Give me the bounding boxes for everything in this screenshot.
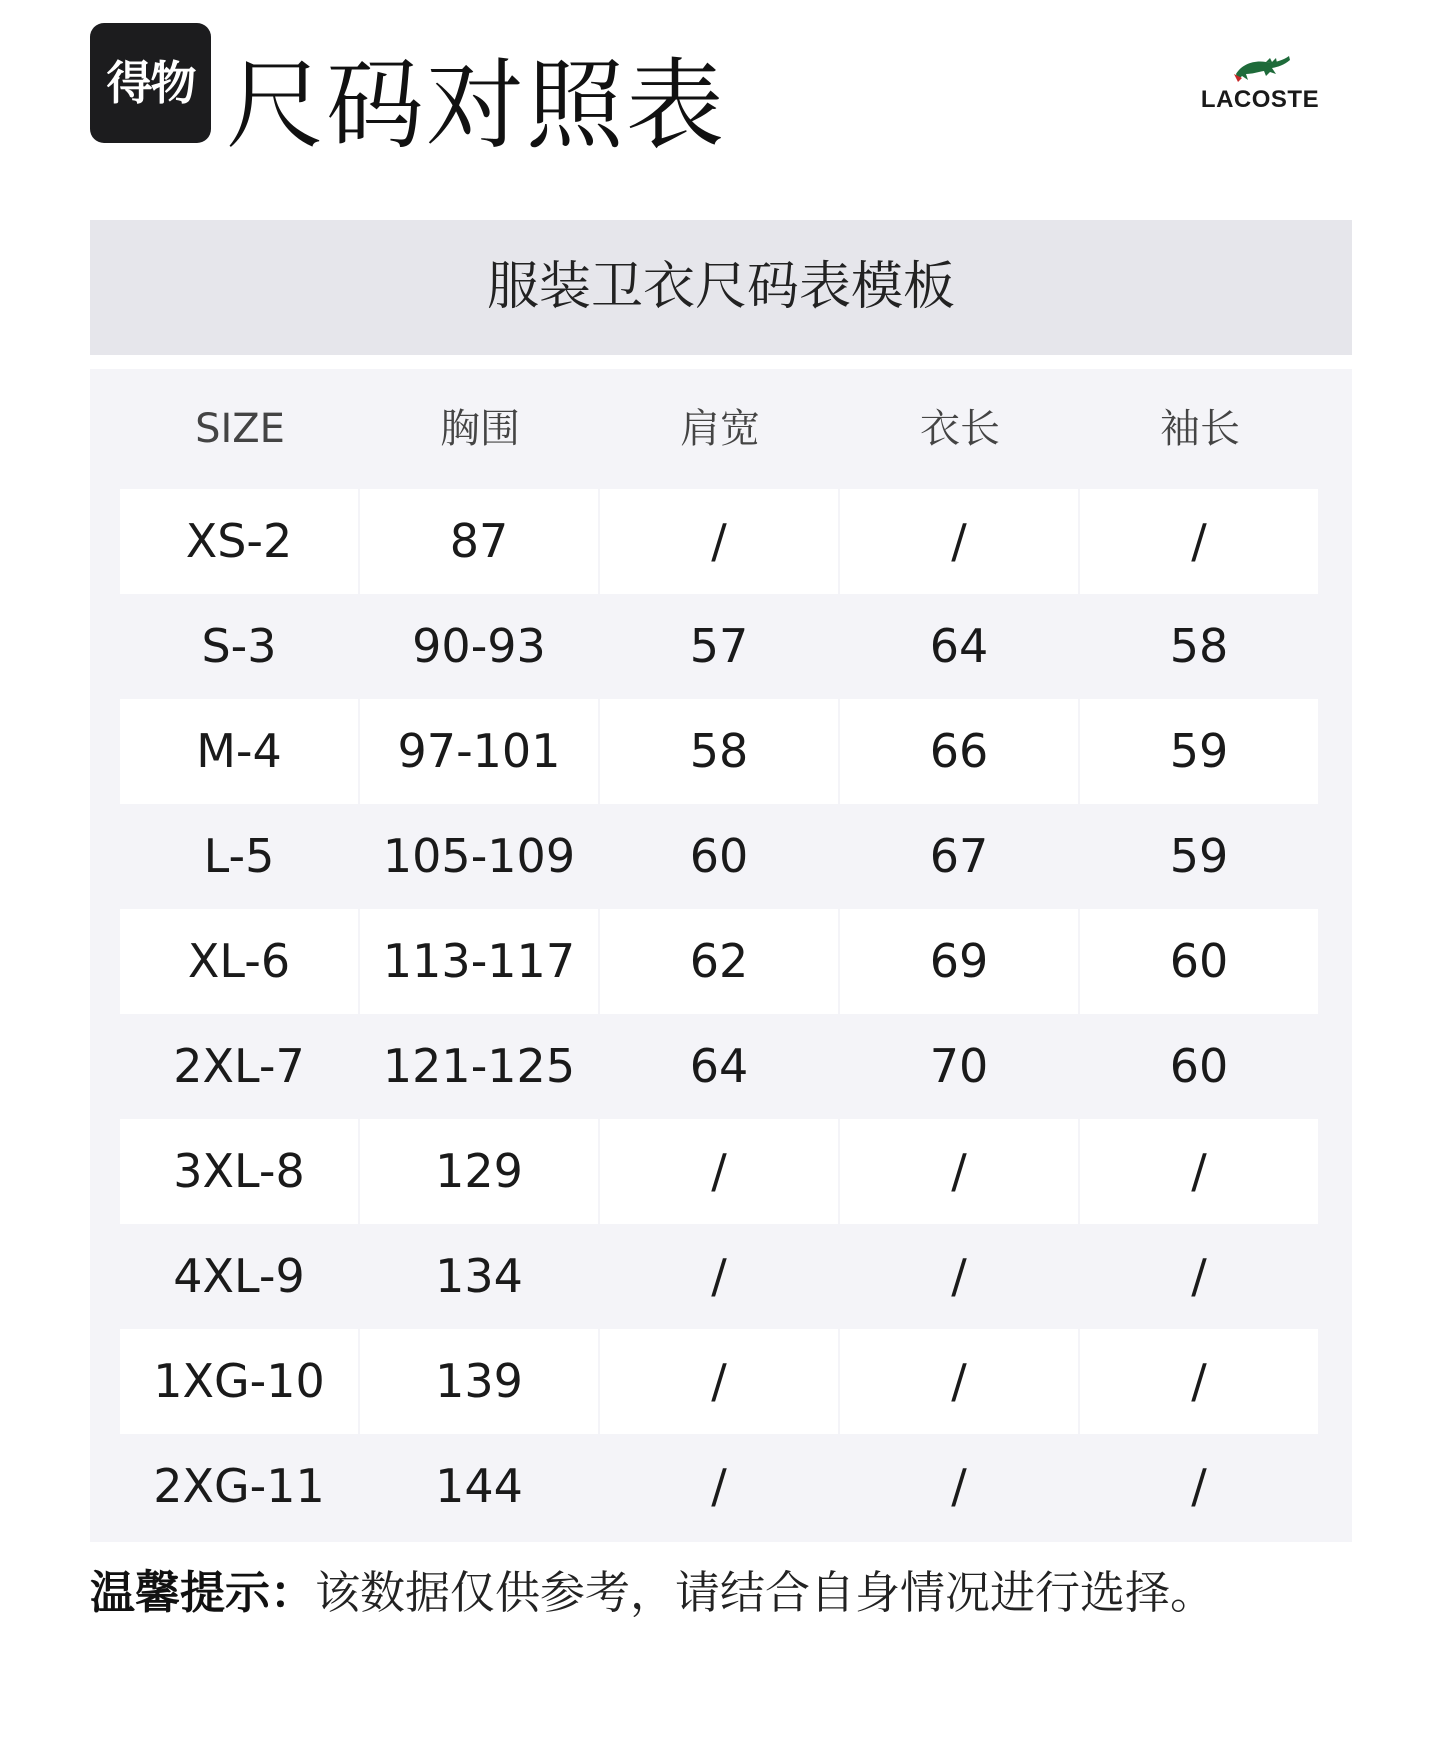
cell-size: XL-6 bbox=[120, 909, 358, 1014]
size-table bbox=[90, 369, 1352, 1542]
cell-length: 66 bbox=[840, 699, 1078, 804]
column-header-sleeve: 袖长 bbox=[1160, 406, 1240, 452]
cell-shoulder: / bbox=[711, 1459, 727, 1513]
brand-logo bbox=[1190, 52, 1330, 122]
cell-shoulder: / bbox=[600, 1329, 838, 1434]
cell-shoulder: 57 bbox=[689, 619, 749, 673]
page-header bbox=[0, 0, 1440, 190]
page-title: 尺码对照表 bbox=[226, 49, 727, 163]
table-row bbox=[120, 1434, 1320, 1539]
table-row bbox=[120, 594, 1320, 699]
table-title: 服装卫衣尺码表模板 bbox=[90, 220, 1352, 355]
table-row bbox=[120, 1329, 1320, 1434]
cell-sleeve: 59 bbox=[1080, 699, 1318, 804]
cell-sleeve: / bbox=[1080, 1329, 1318, 1434]
table-row bbox=[120, 1119, 1320, 1224]
cell-sleeve: 59 bbox=[1169, 829, 1229, 883]
cell-size: 2XL-7 bbox=[173, 1039, 305, 1093]
tip-label: 温馨提示： bbox=[90, 1566, 316, 1619]
cell-size: 1XG-10 bbox=[120, 1329, 358, 1434]
cell-size: 2XG-11 bbox=[153, 1459, 325, 1513]
cell-sleeve: / bbox=[1191, 1249, 1207, 1303]
cell-chest: 129 bbox=[360, 1119, 598, 1224]
cell-length: 69 bbox=[840, 909, 1078, 1014]
cell-size: L-5 bbox=[203, 829, 275, 883]
cell-sleeve: 60 bbox=[1080, 909, 1318, 1014]
cell-size: 3XL-8 bbox=[120, 1119, 358, 1224]
cell-length: 70 bbox=[929, 1039, 989, 1093]
column-header-length: 衣长 bbox=[920, 406, 1000, 452]
cell-length: / bbox=[840, 1329, 1078, 1434]
table-row bbox=[120, 804, 1320, 909]
column-header-chest: 胸围 bbox=[440, 406, 520, 452]
column-header-shoulder: 肩宽 bbox=[680, 406, 760, 452]
cell-shoulder: 62 bbox=[600, 909, 838, 1014]
cell-length: / bbox=[840, 489, 1078, 594]
cell-chest: 90-93 bbox=[412, 619, 546, 673]
cell-sleeve: 60 bbox=[1169, 1039, 1229, 1093]
cell-chest: 97-101 bbox=[360, 699, 598, 804]
cell-size: S-3 bbox=[201, 619, 277, 673]
cell-sleeve: / bbox=[1080, 489, 1318, 594]
cell-shoulder: / bbox=[600, 1119, 838, 1224]
column-header-size: SIZE bbox=[195, 406, 285, 452]
cell-length: / bbox=[951, 1249, 967, 1303]
app-badge-logo: 得物 bbox=[90, 23, 211, 143]
cell-length: 67 bbox=[929, 829, 989, 883]
cell-chest: 144 bbox=[435, 1459, 523, 1513]
cell-sleeve: 58 bbox=[1169, 619, 1229, 673]
cell-chest: 139 bbox=[360, 1329, 598, 1434]
cell-chest: 121-125 bbox=[382, 1039, 576, 1093]
cell-length: / bbox=[951, 1459, 967, 1513]
cell-shoulder: 64 bbox=[689, 1039, 749, 1093]
cell-shoulder: / bbox=[600, 489, 838, 594]
cell-shoulder: / bbox=[711, 1249, 727, 1303]
table-row bbox=[120, 1224, 1320, 1329]
crocodile-icon bbox=[1232, 52, 1292, 84]
tip-text: 该数据仅供参考，请结合自身情况进行选择。 bbox=[315, 1566, 1216, 1619]
cell-chest: 113-117 bbox=[360, 909, 598, 1014]
cell-size: M-4 bbox=[120, 699, 358, 804]
cell-sleeve: / bbox=[1191, 1459, 1207, 1513]
table-row bbox=[120, 699, 1320, 804]
cell-chest: 105-109 bbox=[382, 829, 576, 883]
tip-note bbox=[90, 1560, 1390, 1626]
cell-length: 64 bbox=[929, 619, 989, 673]
cell-shoulder: 58 bbox=[600, 699, 838, 804]
brand-name: LACOSTE bbox=[1200, 86, 1320, 113]
cell-chest: 87 bbox=[360, 489, 598, 594]
cell-length: / bbox=[840, 1119, 1078, 1224]
table-row bbox=[120, 1014, 1320, 1119]
table-row bbox=[120, 489, 1320, 594]
cell-sleeve: / bbox=[1080, 1119, 1318, 1224]
cell-size: 4XL-9 bbox=[173, 1249, 305, 1303]
table-row bbox=[120, 909, 1320, 1014]
cell-chest: 134 bbox=[435, 1249, 523, 1303]
cell-shoulder: 60 bbox=[689, 829, 749, 883]
table-header-row bbox=[120, 369, 1320, 489]
cell-size: XS-2 bbox=[120, 489, 358, 594]
